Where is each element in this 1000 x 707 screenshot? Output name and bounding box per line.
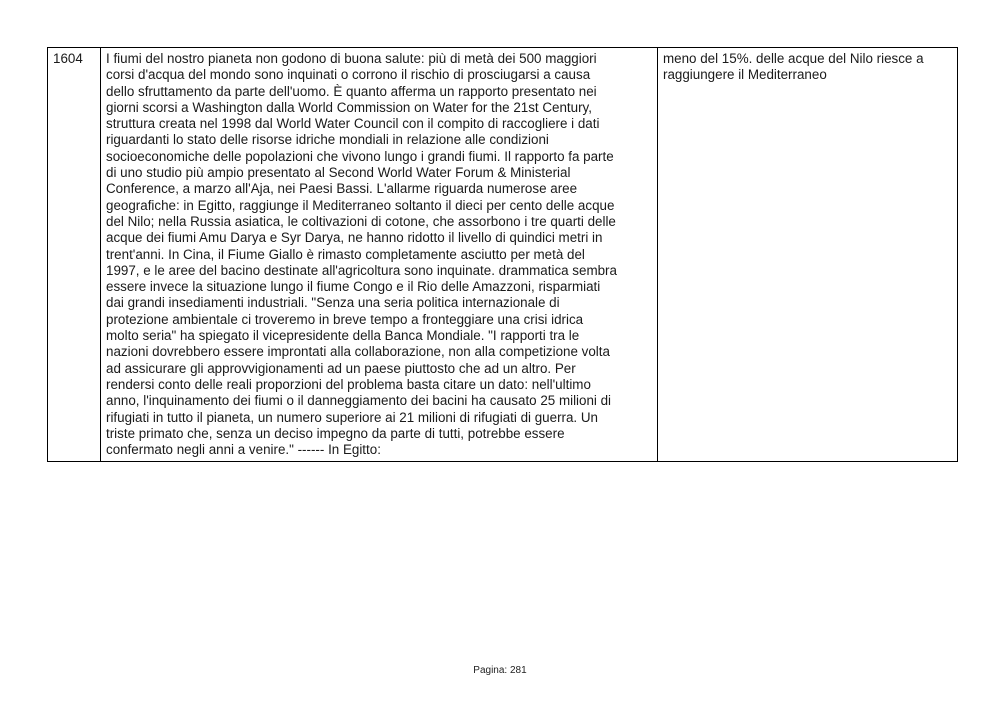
page-number: Pagina: 281 — [473, 665, 527, 676]
record-table — [47, 47, 958, 462]
record-text-cell: I fiumi del nostro pianeta non godono di buona salute: più di metà dei 500 maggiori corsi d'acqua del mondo sono inquinati o corrono il rischio di prosciugarsi a causa dello sfruttamento da parte dell'uomo. È quanto afferma un rapporto presentato nei giorni scorsi a Washington dalla World Commission on Water for the 21st Century, struttura creata nel 1998 dal World Water Council con il compito di raccogliere i dati riguardanti lo stato delle risorse idriche mondiali in relazione alle condizioni socioeconomiche delle popolazioni che vivono lungo i grandi fiumi. Il rapporto fa parte di uno studio più ampio presentato al Second World Water Forum & Ministerial Conference, a marzo all'Aja, nei Paesi Bassi. L'allarme riguarda numerose aree geografiche: in Egitto, raggiunge il Mediterraneo soltanto il dieci per cento delle acque del Nilo; nella Russia asiatica, le coltivazioni di cotone, che assorbono i tre quarti delle acque dei fiumi Amu Darya e Syr Darya, ne hanno ridotto il livello di quindici metri in trent'anni. In Cina, il Fiume Giallo è rimasto completamente asciutto per metà del 1997, e le aree del bacino destinate all'agricoltura sono inquinate. drammatica sembra essere invece la situazione lungo il fiume Congo e il Rio delle Amazzoni, risparmiati dai grandi insediamenti industriali. "Senza una seria politica internazionale di protezione ambientale ci troveremo in breve tempo a fronteggiare una crisi idrica molto seria" ha spiegato il vicepresidente della Banca Mondiale. "I rapporti tra le nazioni dovrebbero essere improntati alla collaborazione, non alla competizione volta ad assicurare gli approvvigionamenti ad un paese piuttosto che ad un altro. Per rendersi conto delle reali proporzioni del problema basta citare un dato: nell'ultimo anno, l'inquinamento dei fiumi o il danneggiamento dei bacini ha causato 25 milioni di rifugiati in tutto il pianeta, un numero superiore ai 21 milioni di rifugiati di guerra. Un triste primato che, senza un deciso impegno da parte di tutti, potrebbe essere confermato negli anni a venire." ------ In Egitto: — [101, 48, 658, 462]
record-id-cell: 1604 — [48, 48, 101, 462]
table-row — [48, 48, 958, 462]
record-note-cell: meno del 15%. delle acque del Nilo riesce a raggiungere il Mediterraneo — [658, 48, 958, 462]
